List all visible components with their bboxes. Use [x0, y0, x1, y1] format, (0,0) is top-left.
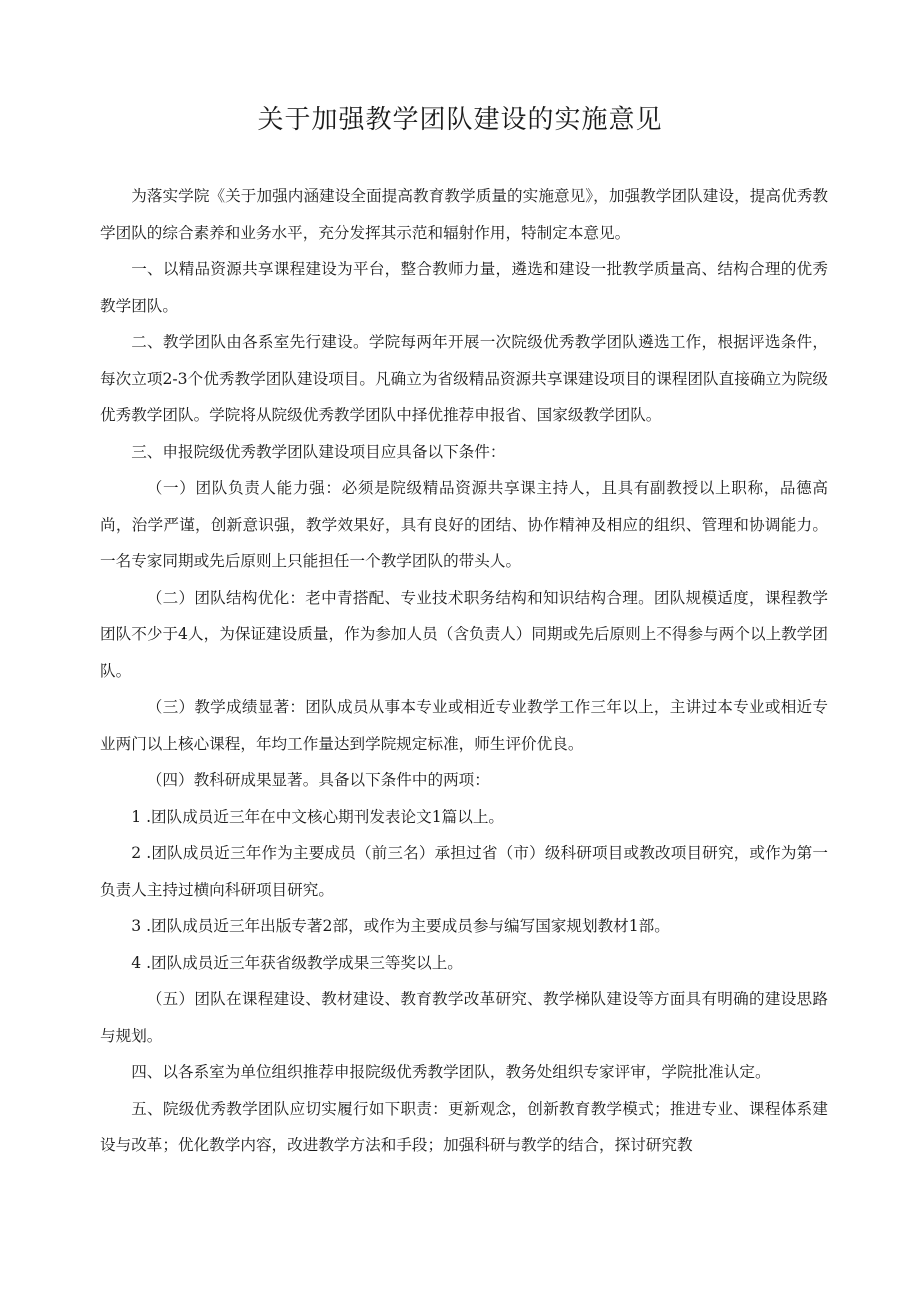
paragraph-intro: 为落实学院《关于加强内涵建设全面提高教育教学质量的实施意见》，加强教学团队建设，提高优秀教学团队的综合素养和业务水平，充分发挥其示范和辐射作用，特制定本意见。 — [100, 187, 828, 242]
document-body — [100, 178, 828, 1164]
paragraph-condition-3: （三）教学成绩显著：团队成员从事本专业或相近专业教学工作三年以上，主讲过本专业或相近专业两门以上核心课程，年均工作量达到学院规定标准，师生评价优良。 — [100, 698, 828, 753]
paragraph-section-2: 二、教学团队由各系室先行建设。学院每两年开展一次院级优秀教学团队遴选工作，根据评选条件，每次立项2-3个优秀教学团队建设项目。凡确立为省级精品资源共享课建设项目的课程团队直接确立为院级优秀教学团队。学院将从院级优秀教学团队中择优推荐申报省、国家级教学团队。 — [100, 333, 828, 424]
paragraph-condition-1: （一）团队负责人能力强：必须是院级精品资源共享课主持人，且具有副教授以上职称，品德高尚，治学严谨，创新意识强，教学效果好，具有良好的团结、协作精神及相应的组织、管理和协调能力。一名专家同期或先后原则上只能担任一个教学团队的带头人。 — [100, 479, 828, 570]
paragraph-section-3: 三、申报院级优秀教学团队建设项目应具备以下条件： — [131, 442, 506, 461]
paragraph-condition-2: （二）团队结构优化：老中青搭配、专业技术职务结构和知识结构合理。团队规模适度，课程教学团队不少于4人，为保证建设质量，作为参加人员（含负责人）同期或先后原则上不得参与两个以上教学团队。 — [100, 588, 829, 680]
list-item-1: 1 .团队成员近三年在中文核心期刊发表论文1篇以上。 — [131, 807, 505, 826]
paragraph-condition-5: （五）团队在课程建设、教材建设、教育教学改革研究、教学梯队建设等方面具有明确的建设思路与规划。 — [100, 990, 828, 1045]
paragraph-section-5: 五、院级优秀教学团队应切实履行如下职责：更新观念，创新教育教学模式；推进专业、课程体系建设与改革；优化教学内容，改进教学方法和手段；加强科研与教学的结合，探讨研究教 — [100, 1099, 828, 1154]
paragraph-section-1: 一、以精品资源共享课程建设为平台，整合教师力量，遴选和建设一批教学质量高、结构合理的优秀教学团队。 — [100, 260, 828, 315]
document-title: 关于加强教学团队建设的实施意见 — [257, 105, 663, 135]
paragraph-section-4: 四、以各系室为单位组织推荐申报院级优秀教学团队，教务处组织专家评审，学院批准认定。 — [131, 1063, 771, 1081]
list-item-3: 3 .团队成员近三年出版专著2部，或作为主要成员参与编写国家规划教材1部。 — [131, 917, 670, 935]
list-item-2: 2 .团队成员近三年作为主要成员（前三名）承担过省（市）级科研项目或教改项目研究，或作为第一负责人主持过横向科研项目研究。 — [100, 844, 828, 899]
paragraph-condition-4: （四）教科研成果显著。具备以下条件中的两项： — [146, 771, 490, 789]
list-item-4: 4 .团队成员近三年获省级教学成果三等奖以上。 — [131, 953, 463, 972]
